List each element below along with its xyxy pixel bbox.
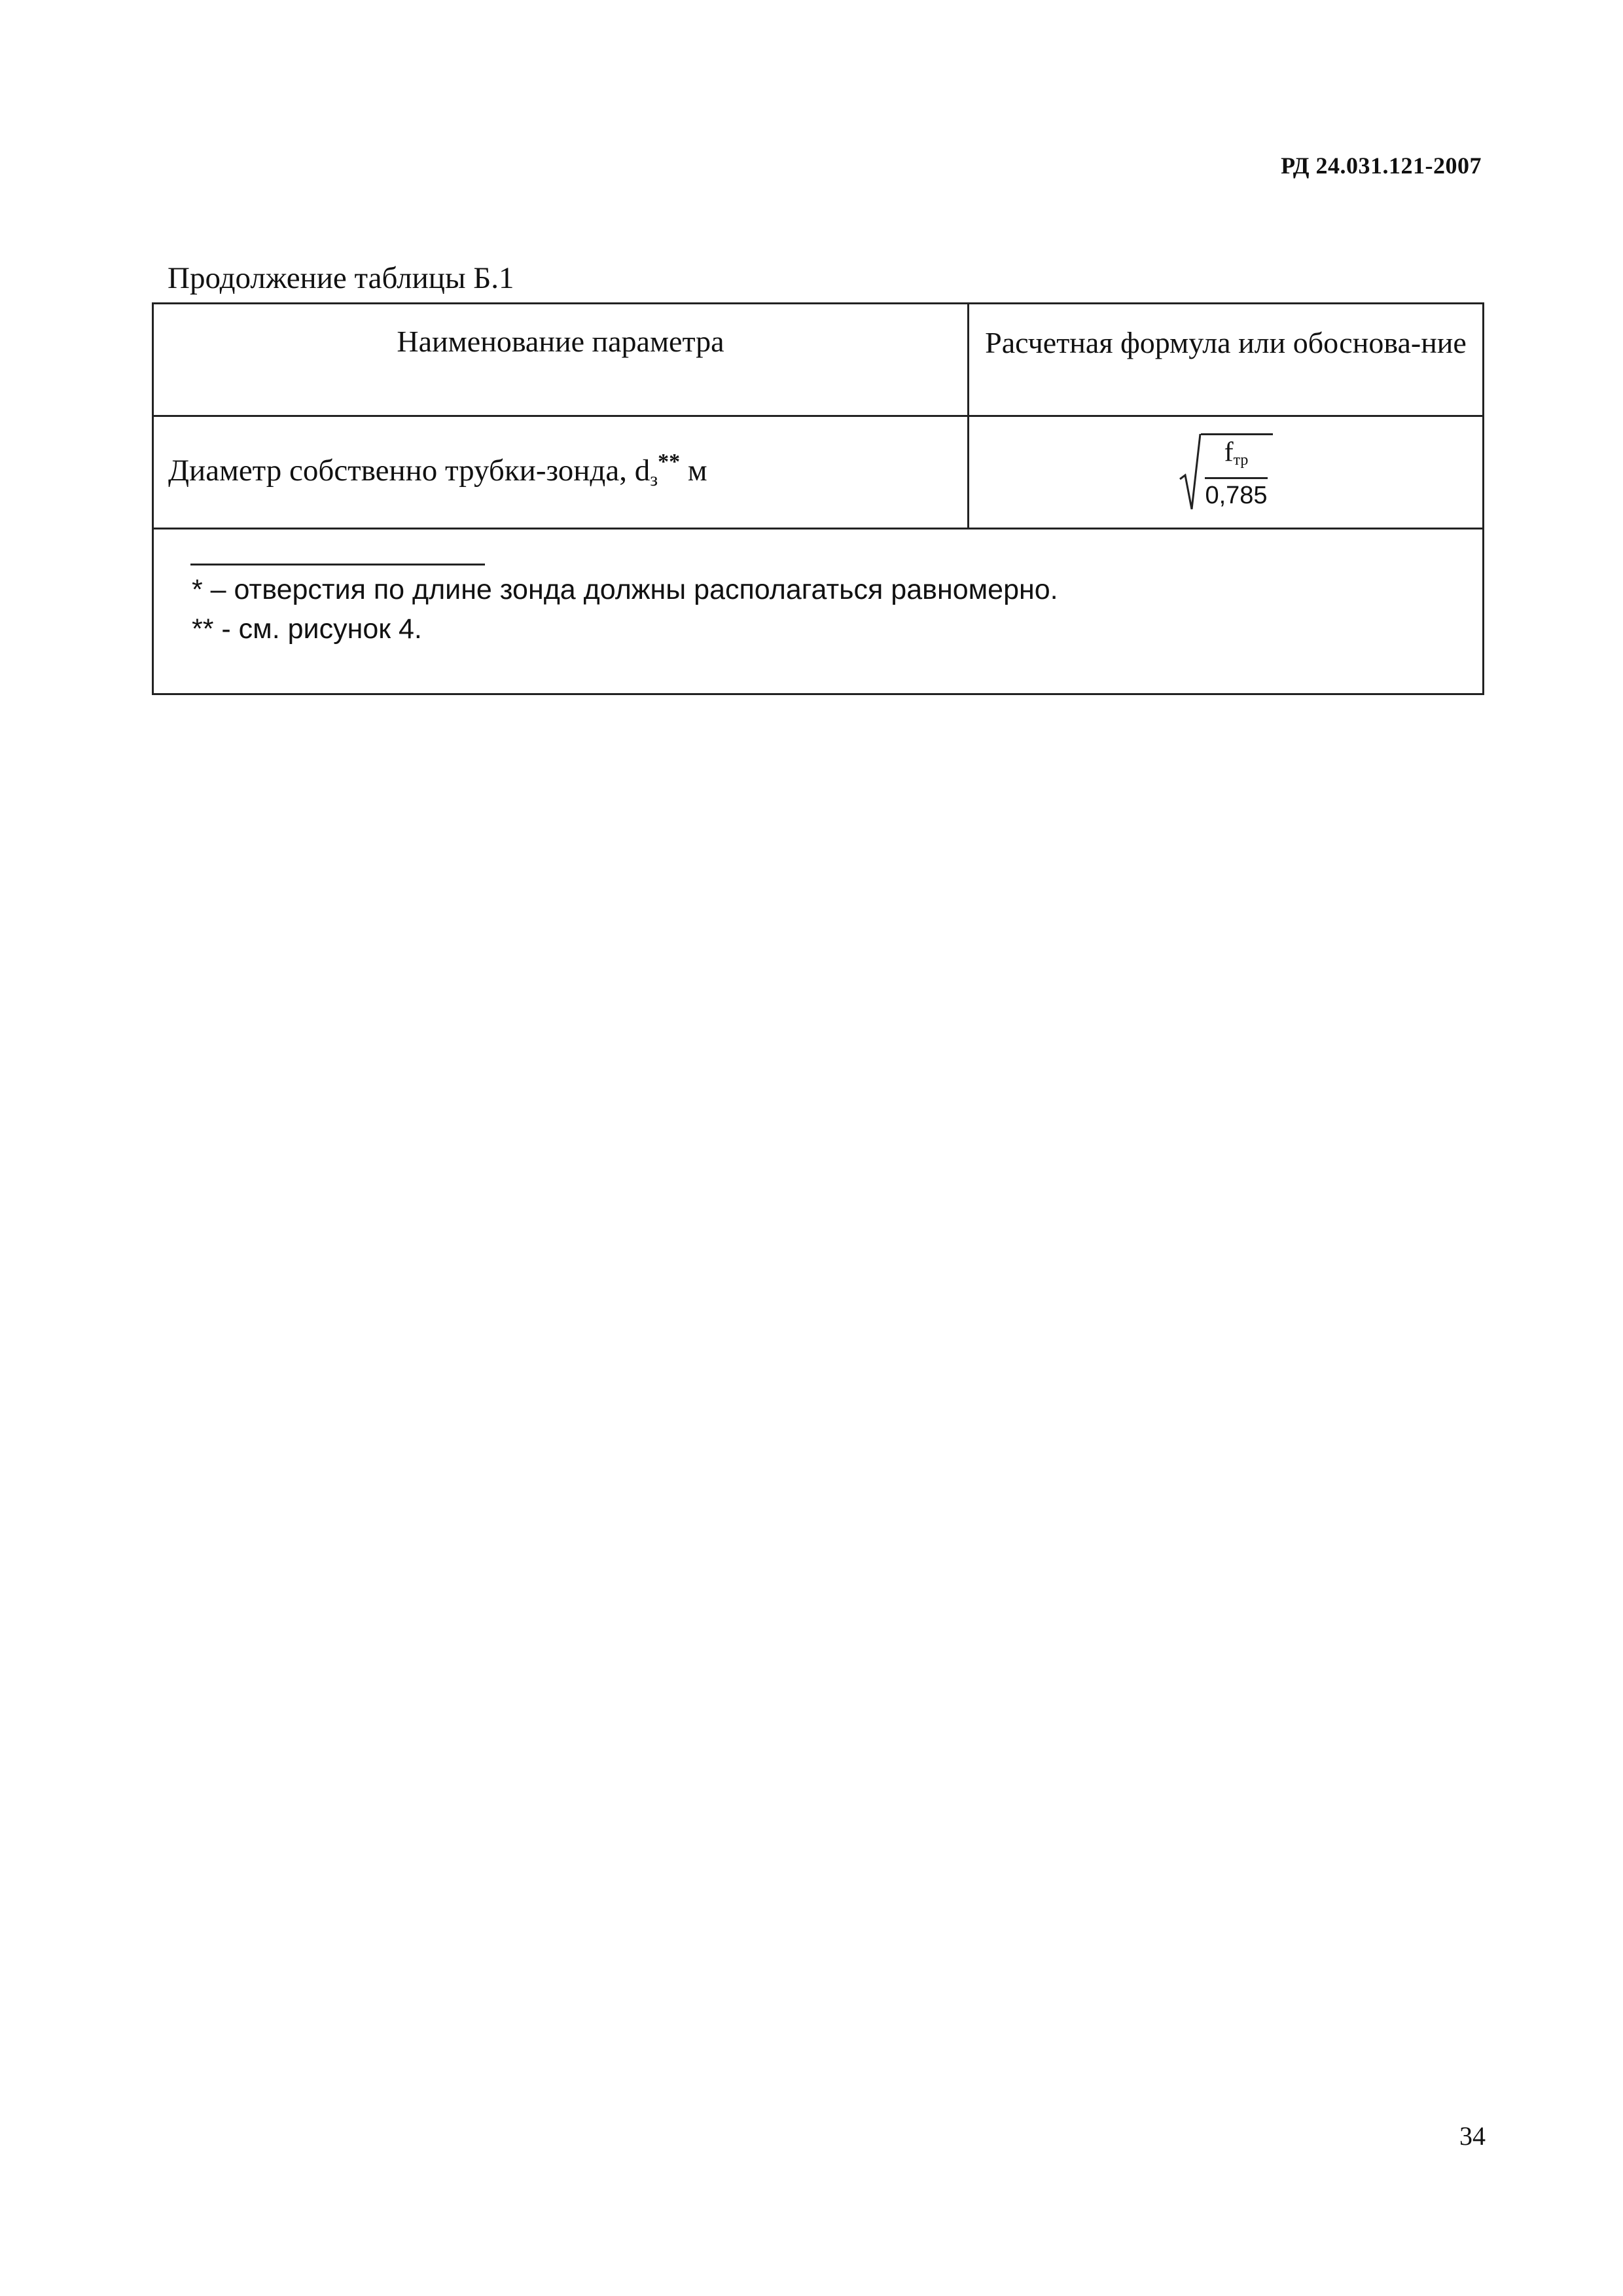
- formula-numerator: [1224, 438, 1249, 477]
- numerator-symbol: f: [1224, 437, 1234, 467]
- parameter-footnote-mark: **: [658, 450, 681, 474]
- parameter-subscript: з: [650, 469, 658, 490]
- table-caption: Продолжение таблицы Б.1: [168, 261, 514, 295]
- radical-sign-icon: [1179, 433, 1201, 512]
- footnote-divider: [190, 564, 485, 565]
- parameters-table: [152, 302, 1484, 695]
- column-header-parameter: Наименование параметра: [154, 304, 969, 415]
- page-number: 34: [1459, 2121, 1486, 2151]
- column-header-formula: Расчетная формула или обоснова-ние: [985, 326, 1467, 359]
- table-header-row: [154, 304, 1482, 417]
- footnote-2: ** - см. рисунок 4.: [192, 613, 422, 645]
- square-root-formula: [1179, 433, 1272, 512]
- table-row: [154, 417, 1482, 529]
- formula-cell: [969, 417, 1482, 528]
- notes-row: [154, 529, 1482, 693]
- radicand: [1201, 433, 1272, 512]
- document-code: РД 24.031.121-2007: [1281, 152, 1482, 179]
- formula-denominator: 0,785: [1205, 481, 1268, 509]
- parameter-name: Диаметр собственно трубки-зонда, d: [168, 454, 651, 488]
- footnote-1: * – отверстия по длине зонда должны располагаться равномерно.: [192, 574, 1058, 605]
- numerator-subscript: тр: [1233, 451, 1249, 469]
- parameter-unit: м: [680, 454, 707, 488]
- parameter-cell: [154, 417, 969, 528]
- footnotes: [192, 570, 1058, 649]
